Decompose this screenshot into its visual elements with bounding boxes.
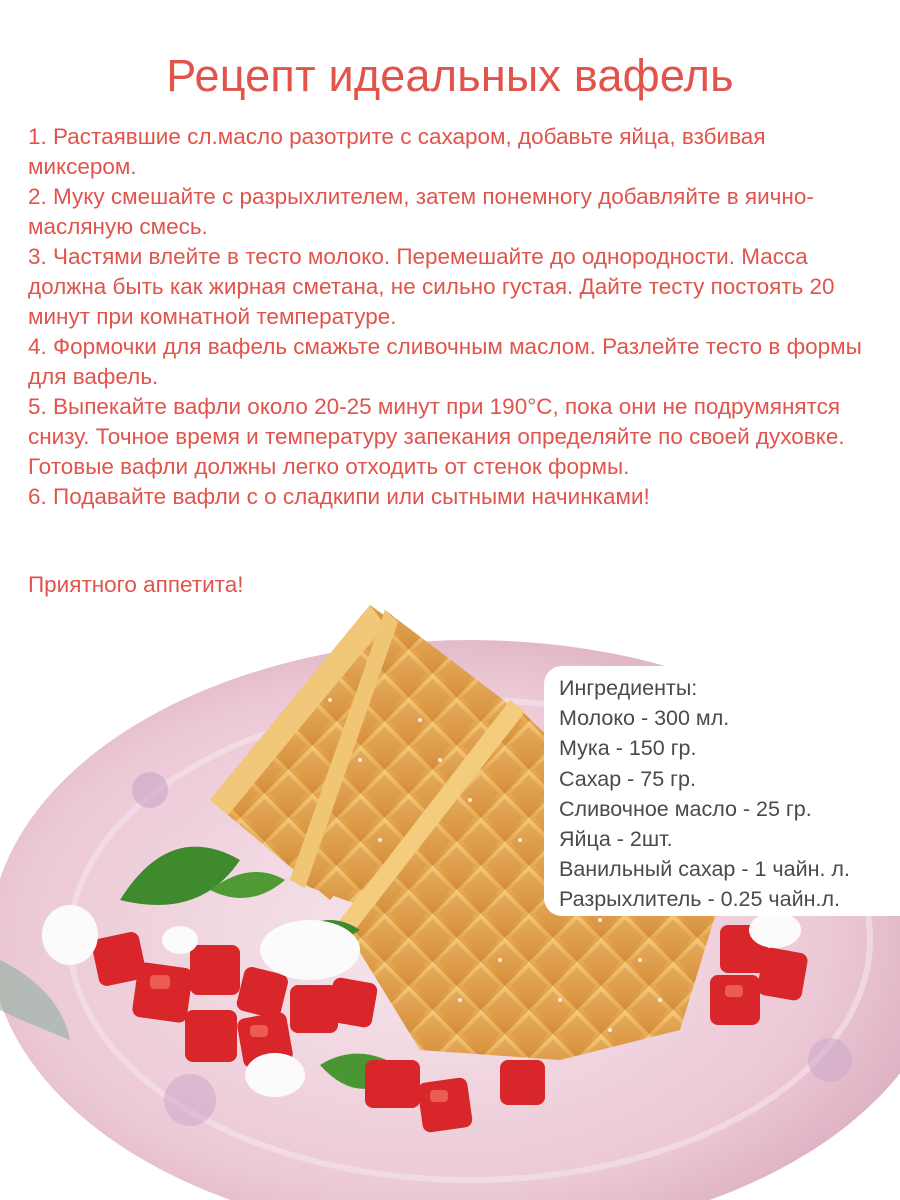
recipe-steps	[28, 122, 878, 512]
ingredient-item: Разрыхлитель - 0.25 чайн.л.	[559, 887, 840, 912]
closing-text: Приятного аппетита!	[28, 572, 244, 597]
step-5: 5. Выпекайте вафли около 20-25 минут при 190°C, пока они не подрумянятся снизу. Точное время и температуру запекания определяйте по своей духовке. Готовые вафли должны легко отходить от стенок формы.	[28, 394, 845, 479]
cream-dollop	[260, 920, 360, 980]
page-title: Рецепт идеальных вафель	[166, 50, 734, 101]
ingredients-card	[544, 666, 900, 916]
ingredient-item: Сливочное масло - 25 гр.	[559, 796, 812, 821]
step-4: 4. Формочки для вафель смажьте сливочным маслом. Разлейте тесто в формы для вафель.	[28, 334, 862, 389]
ingredient-item: Молоко - 300 мл.	[559, 706, 730, 731]
step-6: 6. Подавайте вафли с о сладкипи или сытными начинками!	[28, 484, 650, 509]
step-2: 2. Муку смешайте с разрыхлителем, затем понемногу добавляйте в яично-масляную смесь.	[28, 184, 814, 239]
ingredients-heading: Ингредиенты:	[559, 676, 698, 700]
ingredient-item: Мука - 150 гр.	[559, 736, 697, 761]
ingredient-item: Сахар - 75 гр.	[559, 766, 696, 791]
step-3: 3. Частями влейте в тесто молоко. Перемешайте до однородности. Масса должна быть как жирная сметана, не сильно густая. Дайте тесту постоять 20 минут при комнатной температуре.	[28, 244, 835, 329]
step-1: 1. Растаявшие сл.масло разотрите с сахаром, добавьте яйца, взбивая миксером.	[28, 124, 766, 179]
ingredient-item: Ванильный сахар - 1 чайн. л.	[559, 857, 850, 882]
ingredient-item: Яйца - 2шт.	[559, 827, 673, 852]
